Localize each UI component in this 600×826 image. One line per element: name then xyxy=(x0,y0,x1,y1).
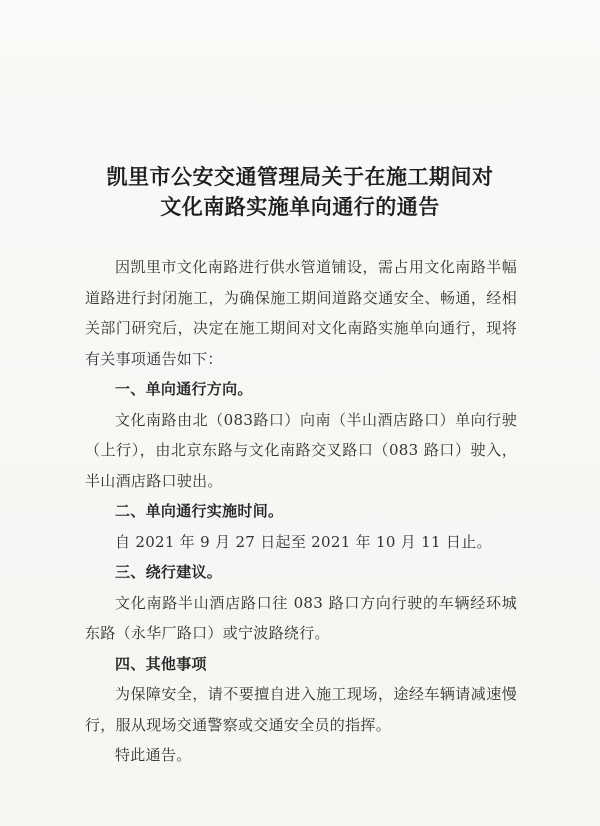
closing-text: 特此通告。 xyxy=(115,746,192,764)
notice-title xyxy=(0,162,600,222)
title-line-1: 凯里市公安交通管理局关于在施工期间对 xyxy=(106,164,494,189)
section-4-text: 为保障安全，请不要擅自进入施工现场，途经车辆请减速慢行，服从现场交通警察或交通安全员的指挥。 xyxy=(85,685,517,734)
section-3-heading: 三、绕行建议。 xyxy=(115,563,223,581)
title-line-2: 文化南路实施单向通行的通告 xyxy=(160,194,440,219)
section-3-text: 文化南路半山酒店路口往 083 路口方向行驶的车辆经环城东路（永华厂路口）或宁波路绕行。 xyxy=(85,593,517,642)
section-2-heading: 二、单向通行实施时间。 xyxy=(115,502,284,520)
section-1-text: 文化南路由北（083路口）向南（半山酒店路口）单向行驶（上行），由北京东路与文化南路交叉路口（083 路口）驶入，半山酒店路口驶出。 xyxy=(85,410,517,490)
section-4-heading: 四、其他事项 xyxy=(115,654,207,673)
notice-body xyxy=(85,252,517,771)
section-2-text: 自 2021 年 9 月 27 日起至 2021 年 10 月 11 日止。 xyxy=(115,532,492,551)
section-1-heading: 一、单向通行方向。 xyxy=(115,380,253,398)
intro-paragraph: 因凯里市文化南路进行供水管道铺设，需占用文化南路半幅道路进行封闭施工，为确保施工期间道路交通安全、畅通，经相关部门研究后，决定在施工期间对文化南路实施单向通行，现将有关事项通告如下： xyxy=(85,258,517,368)
